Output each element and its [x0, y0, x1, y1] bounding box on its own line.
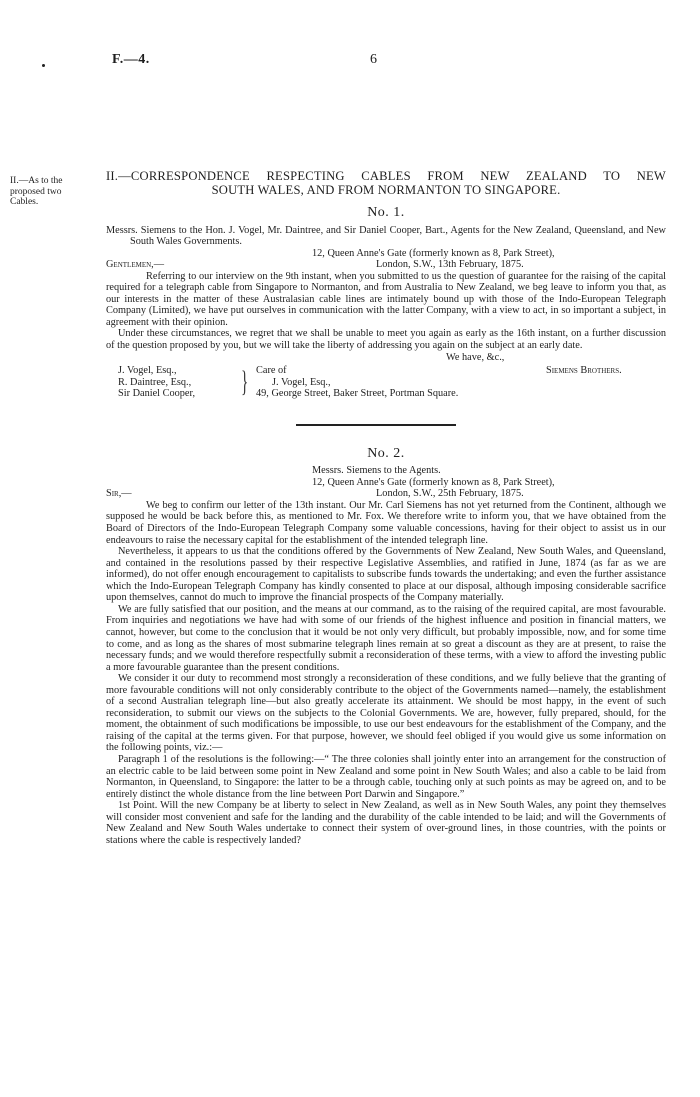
letter2-paragraph: We consider it our duty to recommend most strongly a reconsideration of these conditions, and we fully believe that the granting of more favourable conditions will not only considerably contribute to the object of the Governments named—namely, the establishment of a second Australian telegraph line—but also greatly accelerate its attainment. We should be most happy, in the event of such reconsideration, to submit our views on the subjects to the Colonial Governments. We are, however, fully prepared, should, for the moment, the obtainment of such modifications be impossible, to use our best endeavours for the establishment of the Company, and the raising of the capital at the terms given. For that purpose, however, we should feel obliged if you would give us some information on the following points, viz.:—	[106, 673, 666, 754]
letter1-signature-block	[106, 365, 666, 400]
care-of-line: 49, George Street, Baker Street, Portman Square.	[256, 388, 459, 400]
letter1-salutation-row	[106, 259, 666, 271]
care-of-line: J. Vogel, Esq.,	[272, 376, 331, 388]
letter2-paragraph: Nevertheless, it appears to us that the conditions offered by the Governments of New Zealand, New South Wales, and Queensland, and contained in the resolutions passed by their respective Legislative Assemblies, and ratified in June, 1874 (as far as we are informed), do not offer enough encouragement to capitalists to subscribe funds towards the undertaking; and even the further assistance which the Indo-European Telegraph Company has kindly consented to place at our disposal, although imposing considerable sacrifice upon themselves, cannot do much to improve the financial prospects of the Company materially.	[106, 546, 666, 604]
letter2-salutation: Sir,—	[106, 488, 132, 500]
letter1-address: 12, Queen Anne's Gate (formerly known as 8, Park Street),	[312, 247, 555, 259]
letter1-number: No. 1.	[367, 205, 405, 220]
letter2-salutation-row	[106, 488, 666, 500]
document-body	[106, 170, 666, 846]
letter2-paragraph: We beg to confirm our letter of the 13th instant. Our Mr. Carl Siemens has not yet returned from the Continent, although we supposed he would be back before this, as mentioned to Mr. Fox. We therefore write to inform you, that we have obtained from the Board of Directors of the Indo-European Telegraph Company some valuable concessions, having for their object to assist us in our endeavours to raise the necessary capital for the establishment of the intended telegraph line.	[106, 499, 666, 546]
divider-rule	[296, 424, 456, 426]
recipient: J. Vogel, Esq.,	[118, 365, 177, 377]
letter1-closing: We have, &c.,	[446, 351, 505, 363]
care-of-line: Care of	[256, 365, 287, 377]
letter1-salutation: Gentlemen,—	[106, 259, 165, 271]
recipient: R. Daintree, Esq.,	[118, 376, 192, 388]
letter2-heading: Messrs. Siemens to the Agents.	[312, 465, 441, 477]
letter1-place-date: London, S.W., 13th February, 1875.	[376, 259, 524, 271]
recipient: Sir Daniel Cooper,	[118, 388, 196, 400]
section-title-line2: SOUTH WALES, AND FROM NORMANTON TO SINGAPORE.	[211, 182, 561, 197]
letter1-paragraph: Under these circumstances, we regret that we shall be unable to meet you again as early as the 16th instant, on a further discussion of the question proposed by you, but we will take the liberty of addressing you again on the subject at an early date.	[106, 328, 666, 352]
letter2-address: 12, Queen Anne's Gate (formerly known as 8, Park Street),	[312, 476, 555, 488]
letter1-heading: Messrs. Siemens to the Hon. J. Vogel, Mr. Daintree, and Sir Daniel Cooper, Bart., Agents for the New Zealand, Queensland, and New South Wales Governments.	[106, 224, 666, 248]
care-of-block	[256, 365, 546, 400]
letter2-paragraph: Paragraph 1 of the resolutions is the following:—“ The three colonies shall jointly enter into an arrangement for the construction of an electric cable to be laid between some point in New Zealand and some point in New South Wales; and also a cable to be laid from Normanton, in Queensland, to Singapore: the latter to be a through cable, touching only at such points as may be agreed on, and to be entirely distinct the whole distance from the line between Port Darwin and Singapore.”	[106, 753, 666, 800]
section-title-line1: II.—CORRESPONDENCE RESPECTING CABLES FROM NEW ZEALAND TO NEW	[106, 169, 666, 183]
page-header	[0, 52, 700, 72]
margin-note: II.—As to the proposed two Cables.	[10, 176, 63, 207]
page-number: 6	[370, 52, 377, 67]
letter2-place-date: London, S.W., 25th February, 1875.	[376, 488, 524, 500]
document-reference: F.—4.	[112, 52, 150, 67]
print-mark	[42, 64, 45, 67]
letter1-paragraph: Referring to our interview on the 9th instant, when you submitted to us the question of guarantee for the raising of the capital required for a telegraph cable from Singapore to Normanton, and from Australia to New Zealand, we beg leave to inform you that, as our interests in the matter of these Australasian cable lines are intimately bound up with those of the Indo-European Telegraph Company (Limited), we have put ourselves in communication with the latter Company, with a view to act, in so important a subject, in agreement with their opinion.	[106, 270, 666, 328]
recipient-list	[106, 365, 236, 400]
brace-icon: }	[241, 365, 249, 399]
letter2-paragraph: 1st Point. Will the new Company be at liberty to select in New Zealand, as well as in New South Wales, any point they themselves will consider most convenient and safe for the landing and the durability of the cable intended to be laid; and will the Governments of New Zealand and New South Wales undertake to connect their system of over-ground lines, in those countries, with the points or stations where the cable is respectively landed?	[106, 800, 666, 846]
letter2-number: No. 2.	[367, 445, 405, 461]
letter2-paragraph: We are fully satisfied that our position, and the means at our command, as to the raising of the required capital, are most favourable. From inquiries and negotiations we have had with some of our friends of the highest influence and position in financial matters, we cannot, however, but come to the conclusion that it would be not only very difficult, but probably impossible, now, and for some time to come, and as long as the shares of most submarine telegraph lines remain at so great a discount as they are at present, to raise the necessary funds; and we would therefore respectfully submit a reconsideration of these terms, with a view to afford the investing public a more favourable guarantee than the present conditions.	[106, 603, 666, 673]
letter1-signature: Siemens Brothers.	[546, 365, 622, 377]
